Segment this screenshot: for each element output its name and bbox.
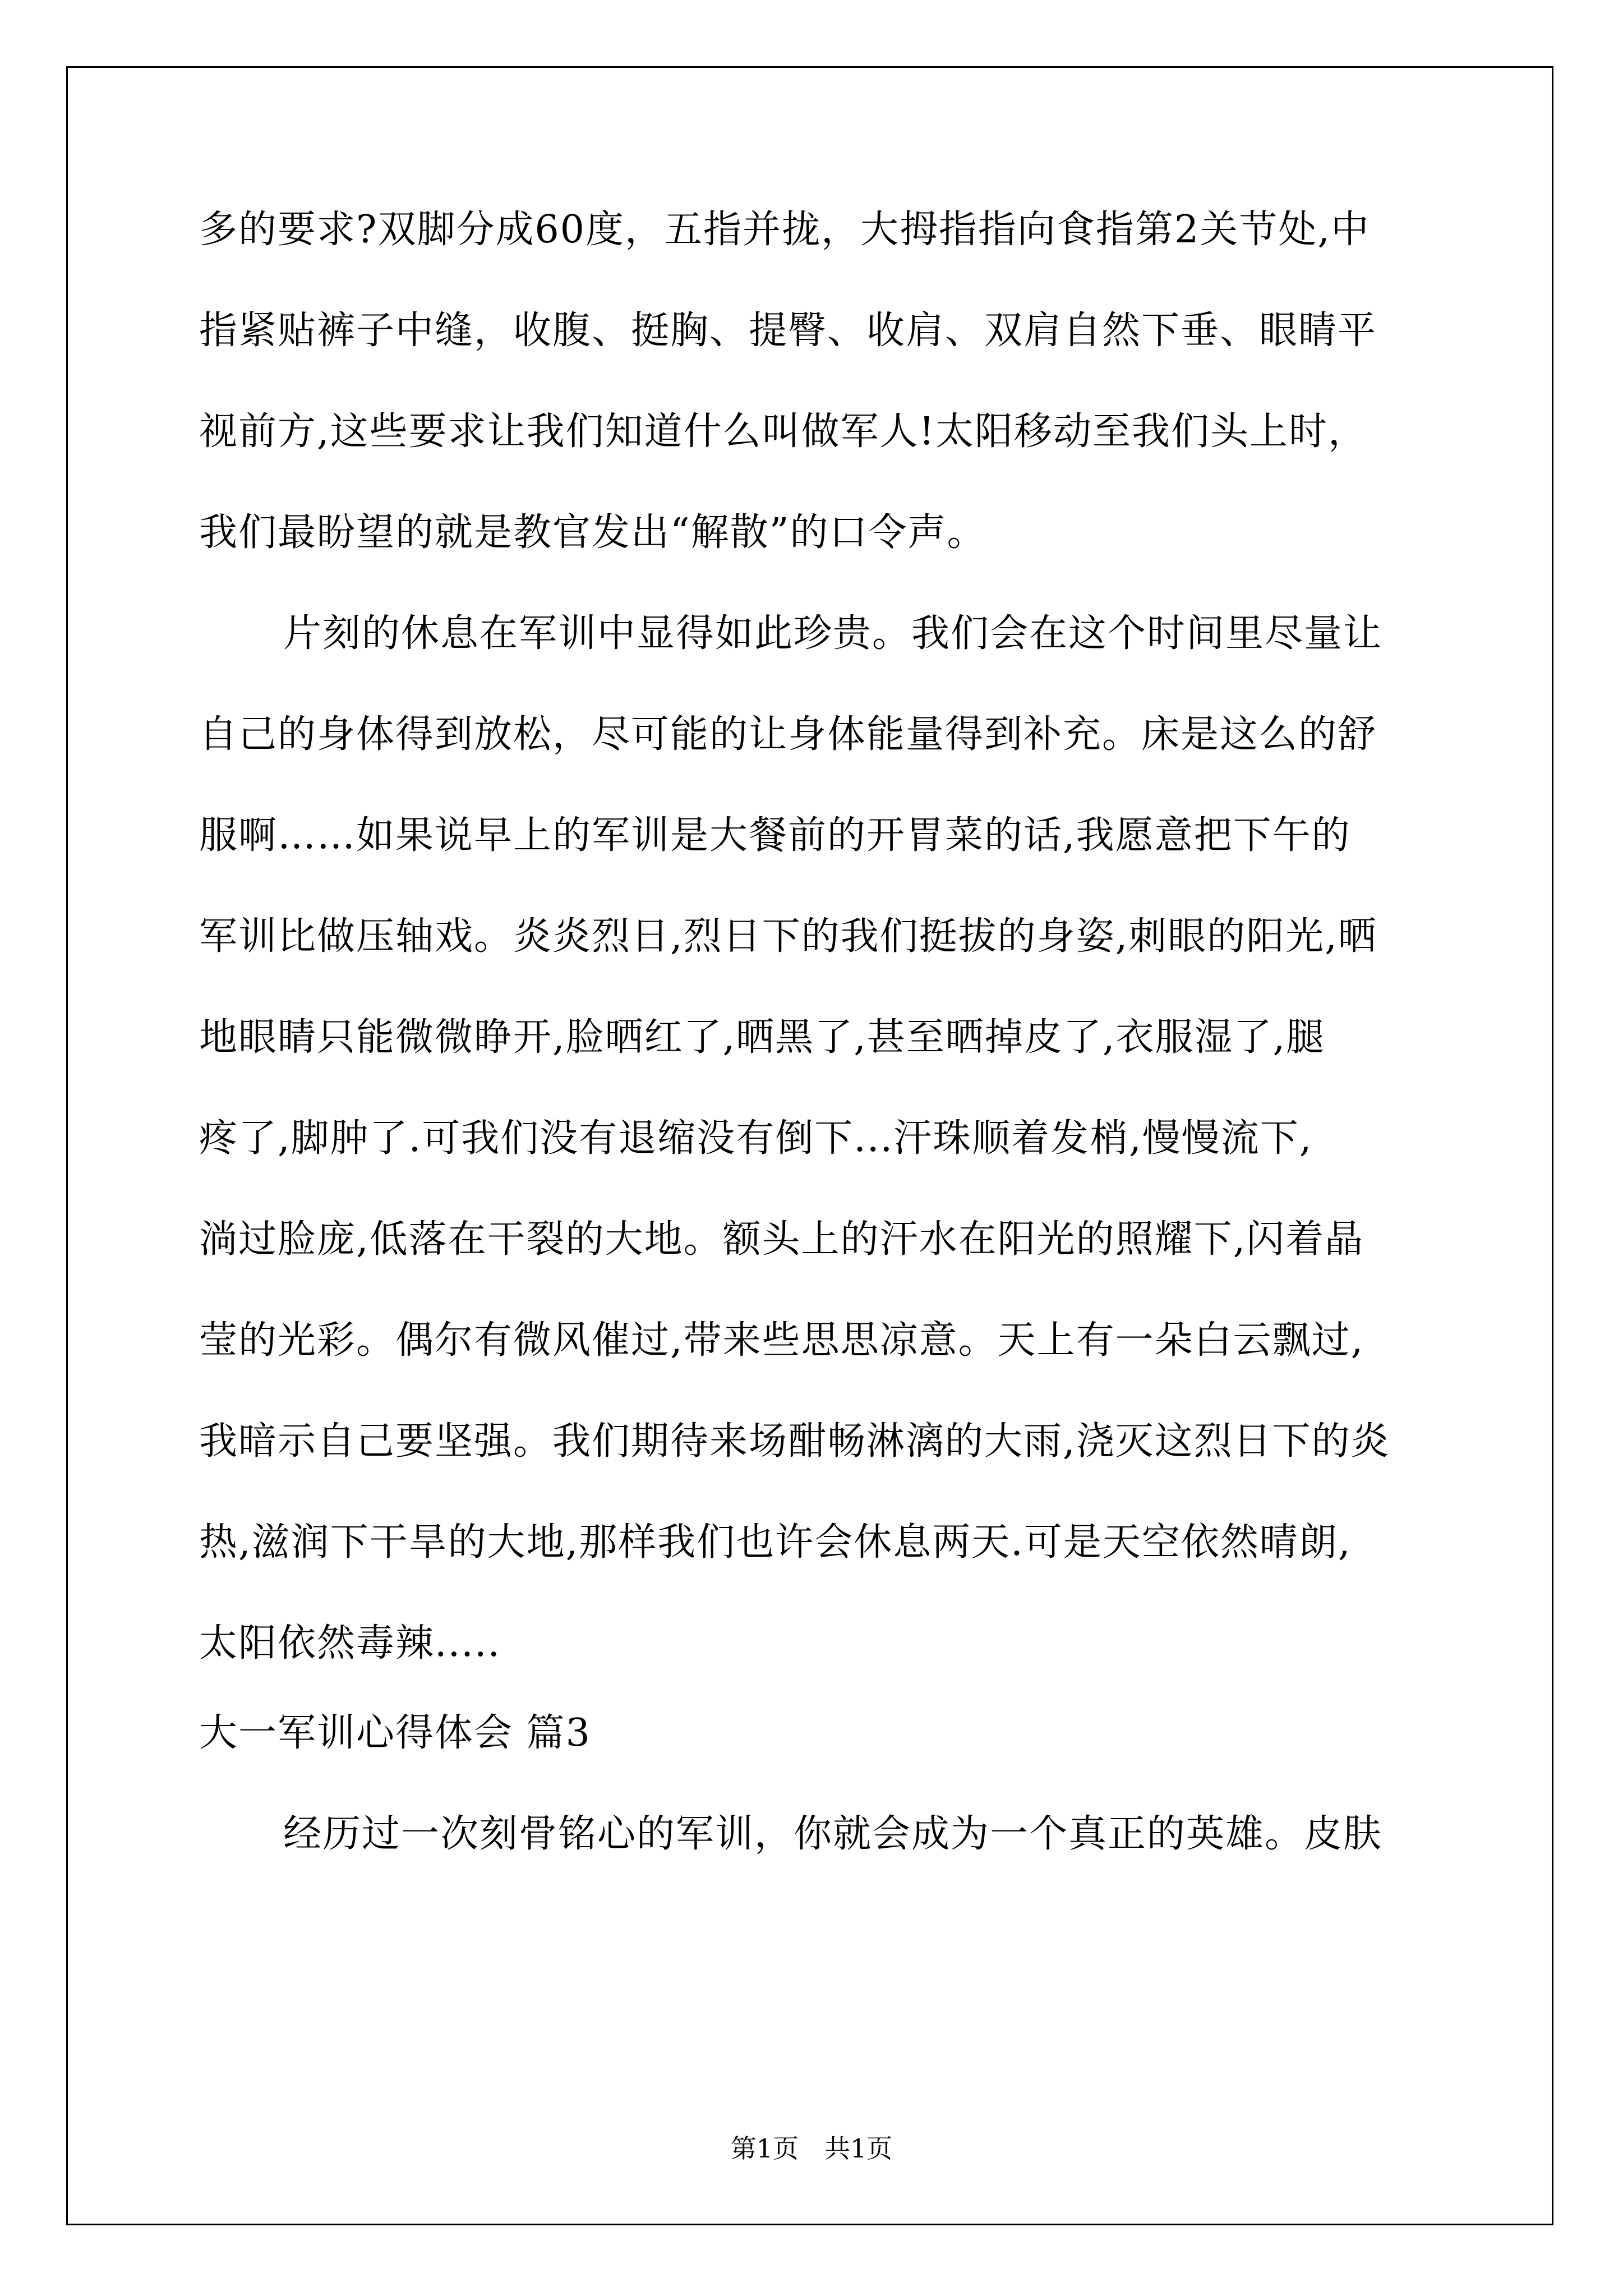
text-line: 我暗示自己要坚强。我们期待来场酣畅淋漓的大雨,浇灭这烈日下的炎 xyxy=(199,1419,1390,1464)
text-line: 指紧贴裤子中缝，收腹、挺胸、提臀、收肩、双肩自然下垂、眼睛平 xyxy=(199,309,1377,353)
page-footer: 第1页 共1页 xyxy=(730,2133,893,2164)
text-line: 热,滋润下干旱的大地,那样我们也许会休息两天.可是天空依然晴朗, xyxy=(199,1520,1352,1565)
text-line: 多的要求?双脚分成60度，五指并拢，大拇指指向食指第2关节处,中 xyxy=(199,208,1370,252)
section-heading: 大一军训心得体会 篇3 xyxy=(199,1711,591,1755)
text-line: 自己的身体得到放松，尽可能的让身体能量得到补充。床是这么的舒 xyxy=(199,712,1377,757)
text-line: 视前方,这些要求让我们知道什么叫做军人!太阳移动至我们头上时， xyxy=(199,409,1367,454)
text-line: 疼了,脚肿了.可我们没有退缩没有倒下...汗珠顺着发梢,慢慢流下, xyxy=(199,1116,1313,1161)
text-line: 太阳依然毒辣..... xyxy=(199,1621,501,1665)
paragraph-first-line: 片刻的休息在军训中显得如此珍贵。我们会在这个时间里尽量让 xyxy=(283,611,1383,656)
text-line: 淌过脸庞,低落在干裂的大地。额头上的汗水在阳光的照耀下,闪着晶 xyxy=(199,1217,1364,1262)
text-line: 军训比做压轴戏。炎炎烈日,烈日下的我们挺拔的身姿,刺眼的阳光,晒 xyxy=(199,914,1377,959)
text-line: 我们最盼望的就是教官发出“解散”的口令声。 xyxy=(199,510,986,555)
text-line: 服啊……如果说早上的军训是大餐前的开胃菜的话,我愿意把下午的 xyxy=(199,813,1351,858)
paragraph-first-line: 经历过一次刻骨铭心的军训，你就会成为一个真正的英雄。皮肤 xyxy=(283,1812,1383,1856)
text-line: 地眼睛只能微微睁开,脸晒红了,晒黑了,甚至晒掉皮了,衣服湿了,腿 xyxy=(199,1015,1326,1060)
text-line: 莹的光彩。偶尔有微风催过,带来些思思凉意。天上有一朵白云飘过, xyxy=(199,1318,1364,1363)
